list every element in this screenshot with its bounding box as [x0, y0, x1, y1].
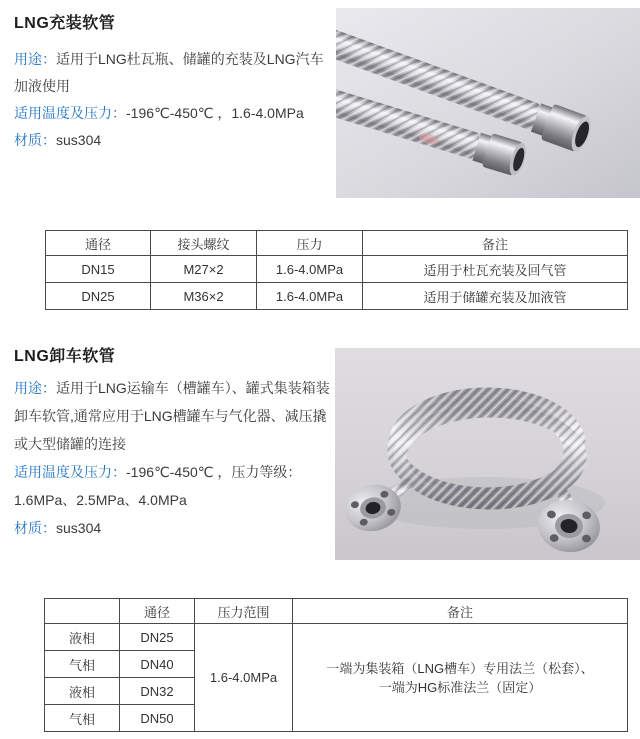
- table1-header-pressure: 压力: [257, 231, 363, 256]
- temp-pressure-label: 适用温度及压力：: [14, 105, 126, 121]
- table2-header-empty: [45, 599, 120, 624]
- table1-row-dn25: [46, 283, 628, 310]
- cell-dn: DN50: [120, 705, 195, 732]
- cell-phase: 气相: [45, 651, 120, 678]
- section2-product-photo: [335, 348, 640, 560]
- section1-spec-table: [45, 230, 628, 310]
- cell-dn: DN15: [46, 256, 151, 283]
- table2-header-pressure-range: 压力范围: [195, 599, 293, 624]
- cell-remark: 适用于杜瓦充装及回气管: [363, 256, 628, 283]
- cell-dn: DN25: [120, 624, 195, 651]
- material-label: 材质：: [14, 132, 56, 148]
- cell-thread: M36×2: [151, 283, 257, 310]
- remark-line-1: 一端为集装箱（LNG槽车）专用法兰（松套）、: [326, 660, 594, 676]
- section1-spec-usage: [14, 46, 336, 100]
- coiled-hose-image: [335, 348, 640, 560]
- table1-row-dn15: [46, 256, 628, 283]
- table2-row-liquid-dn25: [45, 624, 628, 651]
- table1-header-row: [46, 231, 628, 256]
- usage-text: 适用于LNG运输车（槽罐车）、罐式集装箱装卸车软管,通常应用于LNG槽罐车与气化器、减压撬或大型储罐的连接: [14, 380, 330, 452]
- cell-pressure-merged: 1.6-4.0MPa: [195, 624, 293, 732]
- section1-spec-temp-pressure: [14, 100, 336, 127]
- section1-spec-material: [14, 127, 336, 154]
- usage-text: 适用于LNG杜瓦瓶、储罐的充装及LNG汽车加液使用: [14, 51, 324, 94]
- temp-pressure-text: -196℃-450℃ ，压力等级：1.6MPa、2.5MPa、4.0MPa: [14, 464, 302, 508]
- section1-title: LNG充装软管: [14, 15, 116, 32]
- cell-phase: 气相: [45, 705, 120, 732]
- table2-header-remark: 备注: [293, 599, 628, 624]
- cell-dn: DN32: [120, 678, 195, 705]
- table2-header-dn: 通径: [120, 599, 195, 624]
- section2-spec-usage: [14, 374, 336, 458]
- temp-pressure-text: -196℃-450℃ ，1.6-4.0MPa: [126, 105, 304, 121]
- section2-title: LNG卸车软管: [14, 348, 116, 365]
- table1-header-remark: 备注: [363, 231, 628, 256]
- cell-pressure: 1.6-4.0MPa: [257, 283, 363, 310]
- cell-thread: M27×2: [151, 256, 257, 283]
- table1-header-dn: 通径: [46, 231, 151, 256]
- section1-specs: [14, 46, 336, 154]
- table2-header-row: [45, 599, 628, 624]
- usage-label: 用途：: [14, 380, 56, 396]
- cell-pressure: 1.6-4.0MPa: [257, 256, 363, 283]
- cell-dn: DN40: [120, 651, 195, 678]
- temp-pressure-label: 适用温度及压力：: [14, 464, 126, 480]
- usage-label: 用途：: [14, 51, 56, 67]
- cell-dn: DN25: [46, 283, 151, 310]
- cell-remark-merged: [293, 624, 628, 732]
- section1-product-photo: [336, 8, 640, 198]
- section2-spec-table: [44, 598, 628, 732]
- cell-phase: 液相: [45, 678, 120, 705]
- section2-specs: [14, 374, 336, 542]
- material-text: sus304: [56, 520, 102, 536]
- table1-header-thread: 接头螺纹: [151, 231, 257, 256]
- cell-remark: 适用于储罐充装及加液管: [363, 283, 628, 310]
- remark-line-2: 一端为HG标准法兰（固定）: [378, 679, 542, 695]
- section2-spec-material: [14, 514, 336, 542]
- cell-phase: 液相: [45, 624, 120, 651]
- section2-spec-temp-pressure: [14, 458, 336, 514]
- braided-hose-pair-image: [336, 8, 640, 198]
- material-text: sus304: [56, 132, 102, 148]
- material-label: 材质：: [14, 520, 56, 536]
